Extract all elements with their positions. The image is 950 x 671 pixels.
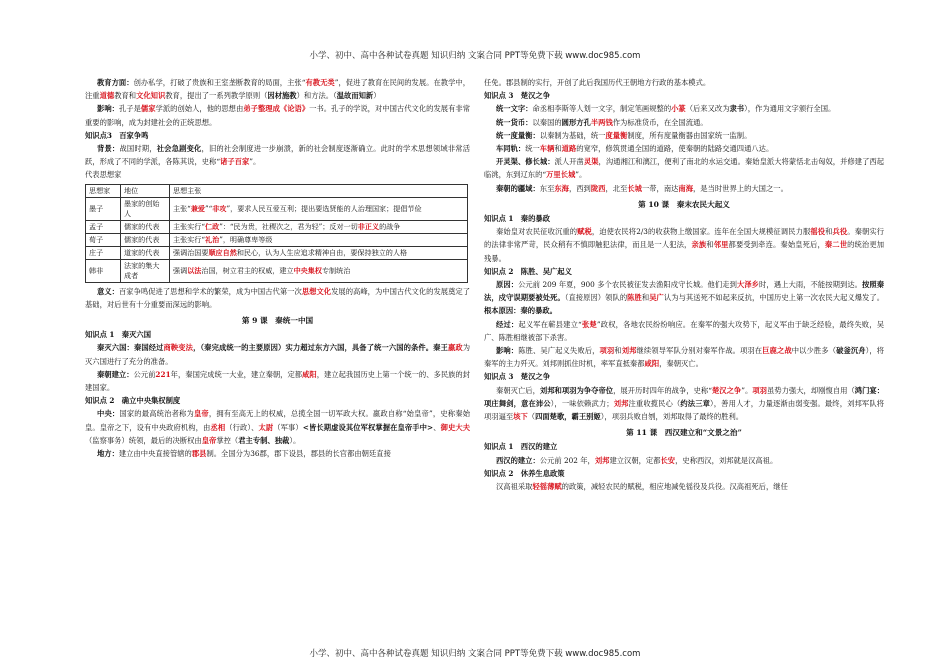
canal-wall-paragraph: 开灵渠、修长城：派人开凿灵渠，沟通湘江和漓江，便利了南北的水运交通。秦始皇派大将蒙恬北击匈奴，并修建了西起临洮，东到辽东的“万里长城”。	[484, 157, 885, 180]
kp2-recovery-heading: 知识点 2 休养生息政策	[484, 468, 565, 478]
kp3-chuhan-heading: 知识点 3 楚汉之争	[484, 372, 550, 382]
kp3-heading: 知识点3 百家争鸣	[85, 130, 149, 140]
table-row	[86, 246, 468, 259]
header-cell: 地位	[121, 184, 170, 197]
qin-conquest-paragraph: 秦灭六国：秦国经过商鞅变法，（秦完成统一的主要原因）实力超过东方六国，具备了统一六国的条件。秦王嬴政为灭六国进行了充分的准备。	[85, 343, 471, 366]
page-footer: 小学、初中、高中各种试卷真题 知识归纳 文案合同 PPT等免费下载 www.doc985.com	[309, 649, 641, 659]
kp3-consolidation-heading: 知识点 3 楚汉之争	[484, 91, 550, 101]
kp1-tyranny-heading: 知识点 1 秦的暴政	[484, 214, 550, 224]
meaning-paragraph: 意义：百家争鸣促进了思想和学术的繁荣，成为中国古代第一次思想文化发展的高峰，为中国古代文化的发展奠定了基础，对后世有十分重要而深远的影响。	[85, 286, 471, 309]
tyranny-paragraph: 秦始皇对农民征收沉重的赋税，迫使农民将2/3的收获物上缴国家。连年在全国大规模征调民力服徭役和兵役。秦朝实行的法律非常严苛，民众稍有不慎即触犯法律，而且是一人犯法，亲族和邻里都要受到牵连。秦始皇死后，秦二世的统治更加残暴。	[484, 227, 885, 263]
xihan-paragraph: 西汉的建立：公元前 202 年，刘邦建立汉朝，定都长安，史称西汉，刘邦就是汉高祖。	[496, 455, 778, 465]
recovery-paragraph: 汉高祖采取轻徭薄赋的政策，减轻农民的赋税，相应地减免徭役及兵役。汉高祖死后，继任	[496, 482, 788, 492]
thinker-name: 庄子	[86, 246, 121, 259]
script-paragraph: 统一文字：命丞相李斯等人划一文字，制定笔画规整的小篆（后来又改为隶书），作为通用文字颁行全国。	[496, 104, 836, 114]
table-row	[86, 197, 468, 220]
kp1-heading: 知识点 1 秦灭六国	[85, 330, 151, 340]
process-paragraph: 经过：起义军在蕲县建立“张楚”政权，各地农民纷纷响应。在秦军的强大攻势下，起义军由于缺乏经验，最终失败，吴广、陈胜相继被部下杀害。	[484, 319, 884, 342]
table-header-row	[86, 184, 468, 197]
table-row	[86, 220, 468, 233]
thinker-idea: 主张实行“仁政”：“民为贵，社稷次之，君为轻”；反对一切非正义的战争	[170, 220, 468, 233]
thinker-role: 儒家的代表	[121, 220, 170, 233]
territory-paragraph: 秦朝的疆域：东至东海，西到陇西，北至长城一带，南达南海，是当时世界上的大国之一。	[496, 183, 788, 193]
kp2-uprising-heading: 知识点 2 陈胜、吴广起义	[484, 266, 572, 276]
lesson-10-title: 第 10 课 秦末农民大起义	[638, 199, 730, 209]
measures-paragraph: 统一度量衡：以秦制为基础，统一度量衡制度，所有度量衡器由国家统一监制。	[496, 130, 752, 140]
background-paragraph: 背景：战国时期，社会急剧变化，旧的社会制度进一步崩溃，新的社会制度逐渐确立。此时的学术思想领域非常活跃，形成了不同的学派，各陈其说，史称“诸子百家”。	[85, 144, 471, 167]
continuation-text: 任免。郡县制的实行，开创了此后我国历代王朝地方行政的基本模式。	[484, 78, 711, 87]
kp2-heading: 知识点 2 确立中央集权制度	[85, 396, 181, 406]
thinker-idea: 强调治国要顺应自然和民心，认为人生应追求精神自由，要保持独立的人格	[170, 246, 468, 259]
thinker-name: 墨子	[86, 197, 121, 220]
right-column	[484, 76, 884, 493]
influence-paragraph: 影响：孔子是儒家学派的创始人，他的思想由弟子整理成《论语》一书。孔子的学说，对中国古代文化的发展有非常重要的影响，成为封建社会的正统思想。	[85, 104, 471, 127]
kp1-xihan-heading: 知识点 1 西汉的建立	[484, 442, 558, 452]
thinkers-table	[85, 184, 468, 283]
cause-paragraph: 原因：公元前 209 年夏，900 多个农民被征发去渔阳戍守长城。他们走到大泽乡时，遇上大雨，不能按期到达。按照秦法，戍守误期要被处死。（直接原因）领队的陈胜和吴广认为与其送死不如起来反抗，中国历史上第一次农民大起义爆发了。根本原因：秦的暴政。	[484, 280, 885, 316]
page-header: 小学、初中、高中各种试卷真题 知识归纳 文案合同 PPT等免费下载 www.doc985.com	[309, 51, 641, 61]
thinker-role: 墨家的创始人	[121, 197, 170, 220]
header-cell: 思想家	[86, 184, 121, 197]
thinker-role: 法家的集大成者	[121, 259, 170, 282]
thinker-name: 荀子	[86, 233, 121, 246]
table-row	[86, 259, 468, 282]
left-column	[85, 76, 470, 460]
thinker-idea: 强调以法治国，树立君主的权威，建立中央集权专制统治	[170, 259, 468, 282]
local-gov-paragraph: 地方：建立由中央直接管辖的郡县制。全国分为36郡，郡下设县，郡县的长官都由朝廷直接	[97, 449, 391, 459]
thinker-name: 孟子	[86, 220, 121, 233]
thinker-name: 韩非	[86, 259, 121, 282]
thinker-role: 道家的代表	[121, 246, 170, 259]
header-cell: 思想主张	[170, 184, 468, 197]
thinker-role: 儒家的代表	[121, 233, 170, 246]
qin-founding-paragraph: 秦朝建立：公元前221年，秦国完成统一大业，建立秦朝，定都咸阳，建立起我国历史上第一个统一的、多民族的封建国家。	[85, 369, 471, 393]
currency-paragraph: 统一货币：以秦国的圆形方孔半两钱作为标准货币，在全国流通。	[496, 117, 708, 127]
impact-paragraph: 影响：陈胜、吴广起义失败后，项羽和刘邦继续领导军队分别对秦军作战。项羽在巨鹿之战中以少胜多（破釜沉舟），将秦军的主力歼灭。刘邦则抓住时机，率军直抵秦都咸阳，秦朝灭亡。	[484, 346, 885, 369]
central-gov-paragraph: 中央：国家的最高统治者称为皇帝，拥有至高无上的权威，总揽全国一切军政大权。嬴政自称“始皇帝”，史称秦始皇。皇帝之下，设有中央政府机构，由丞相（行政）、太尉（军事）<皆长期虚设其位军权掌握在皇帝手中>、御史大夫（监察事务）统领，最后的决断权由皇帝掌控（君主专制、独裁）。	[85, 409, 471, 445]
lesson-9-title: 第 9 课 秦统一中国	[241, 316, 314, 326]
thinker-idea: 主张“兼爱”“非攻”，要求人民互爱互利；提出要选贤能的人治理国家；提倡节俭	[170, 197, 468, 220]
chuhan-paragraph: 秦朝灭亡后，刘邦和项羽为争夺帝位，展开历时四年的战争，史称“楚汉之争”。项羽虽势力强大，却刚愎自用（鸿门宴：项庄舞剑，意在沛公），一味依赖武力；刘邦注重收揽民心（约法三章），善用人才，力量逐渐由弱变强。最终，刘邦军队将项羽逼至垓下（四面楚歌，霸王别姬），项羽兵败自刎，刘邦取得了最终的胜利。	[484, 385, 885, 422]
representatives-label: 代表思想家	[85, 170, 122, 180]
thinker-idea: 主张实行“礼治”，明确尊卑等级	[170, 233, 468, 246]
table-row	[86, 233, 468, 246]
roads-paragraph: 车同轨：统一车辆和道路的宽窄，修筑贯通全国的道路，使秦朝的陆路交通四通八达。	[496, 144, 774, 154]
education-paragraph: 教育方面：创办私学，打破了贵族和王室垄断教育的局面，主张“有教无类”，促进了教育在民间的发展。在教学中，注重道德教育和文化知识教育，提出了一系列教学原则（因材施教）和方法。（温故而知新）	[85, 78, 471, 101]
lesson-11-title: 第 11 课 西汉建立和“文景之治”	[626, 428, 742, 438]
